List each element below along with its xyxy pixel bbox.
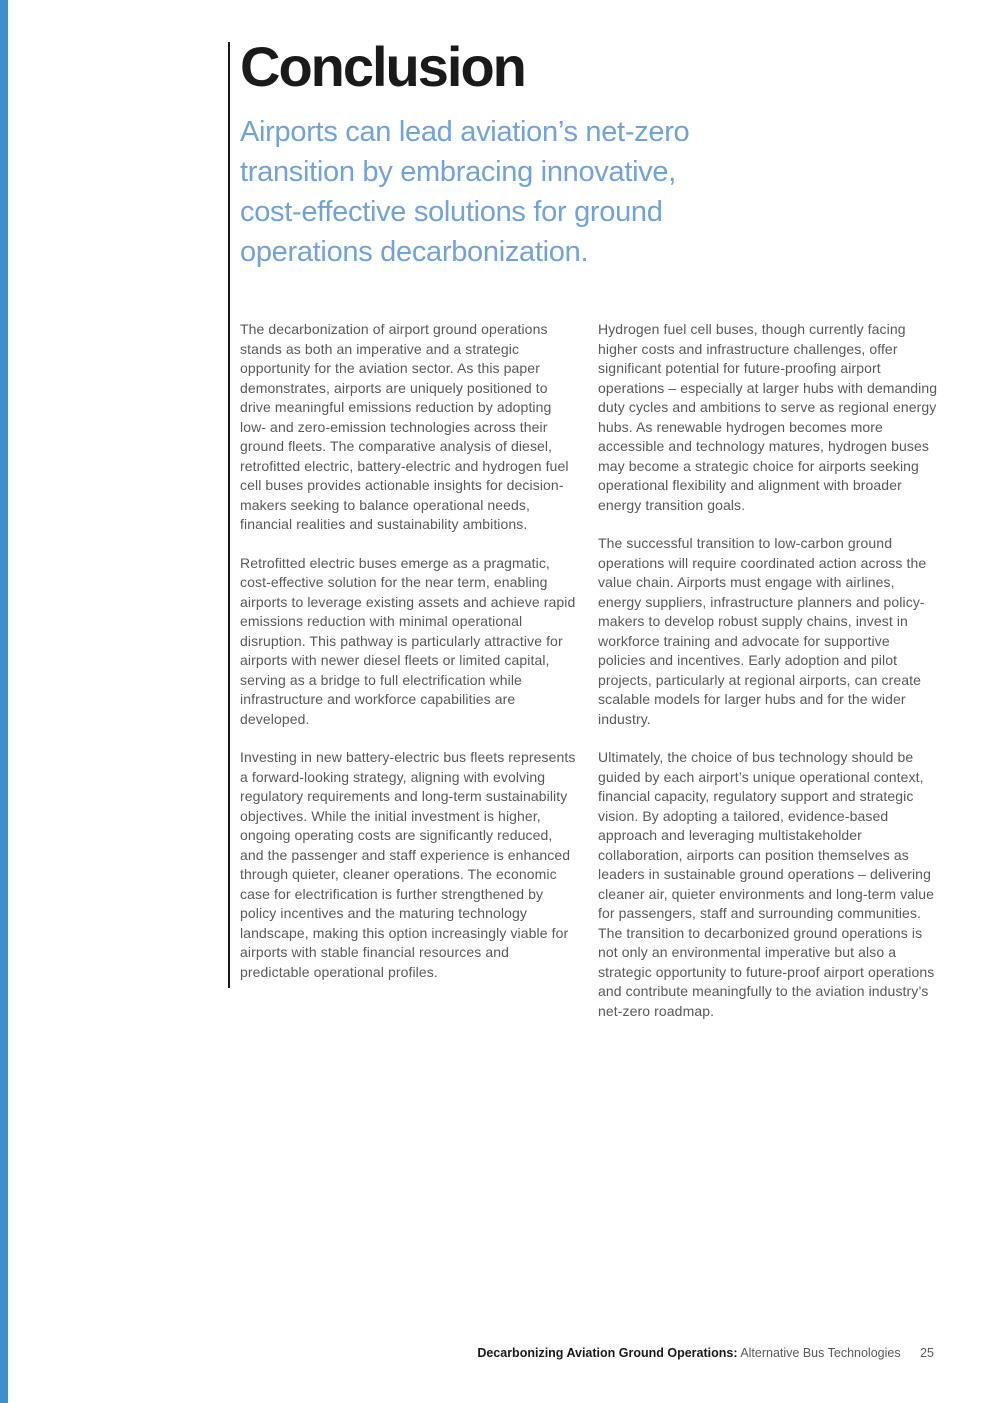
subtitle-line: transition by embracing innovative, <box>240 156 677 188</box>
body-paragraph: Retrofitted electric buses emerge as a pragmatic, cost-effective solution for the near term, enabling airports to leverage existing assets and achieve rapid emissions reduction with minimal operational disruption. This pathway is particularly attractive for airports with newer diesel fleets or limited capital, serving as a bridge to full electrification while infrastructure and workforce capabilities are developed. <box>240 554 576 727</box>
subtitle-line: operations decarbonization. <box>240 236 589 268</box>
body-paragraph: The successful transition to low-carbon ground operations will require coordinated action across the value chain. Airports must engage with airlines, energy suppliers, infrastructure planners and policy-makers to develop robust supply chains, invest in workforce training and advocate for supportive policies and incentives. Early adoption and pilot projects, particularly at regional airports, can create scalable models for larger hubs and for the wider industry. <box>598 535 927 727</box>
footer-page-number: 25 <box>920 1346 934 1360</box>
page-subtitle <box>240 112 689 272</box>
page-title: Conclusion <box>240 35 525 98</box>
body-paragraph: The decarbonization of airport ground operations stands as both an imperative and a strategic opportunity for the aviation sector. As this paper demonstrates, airports are uniquely positioned to drive meaningful emissions reduction by adopting low- and zero-emission technologies across their ground fleets. The comparative analysis of diesel, retrofitted electric, battery-electric and hydrogen fuel cell buses provides actionable insights for decision-makers seeking to balance operational needs, financial realities and sustainability ambitions. <box>240 321 569 532</box>
body-column-left <box>240 320 580 1001</box>
footer-doc-subtitle: Alternative Bus Technologies <box>740 1346 901 1360</box>
body-paragraph: Hydrogen fuel cell buses, though currently facing higher costs and infrastructure challenges, offer significant potential for future-proofing airport operations – especially at larger hubs with demanding duty cycles and ambitions to serve as regional energy hubs. As renewable hydrogen becomes more accessible and technology matures, hydrogen buses may become a strategic choice for airports seeking operational flexibility and alignment with broader energy transition goals. <box>598 321 938 513</box>
page-footer <box>477 1346 934 1361</box>
vertical-rule <box>228 42 230 988</box>
subtitle-line: cost-effective solutions for ground <box>240 196 663 228</box>
accent-strip <box>0 0 8 1403</box>
body-paragraph: Investing in new battery-electric bus fleets represents a forward-looking strategy, aligning with evolving regulatory requirements and long-term sustainability objectives. While the initial investment is higher, ongoing operating costs are significantly reduced, and the passenger and staff experience is enhanced through quieter, cleaner operations. The economic case for electrification is further strengthened by policy incentives and the maturing technology landscape, making this option increasingly viable for airports with stable financial resources and predictable operational profiles. <box>240 749 576 980</box>
subtitle-line: Airports can lead aviation’s net-zero <box>240 116 690 148</box>
body-paragraph: Ultimately, the choice of bus technology should be guided by each airport’s unique operational context, financial capacity, regulatory support and strategic vision. By adopting a tailored, evidence-based approach and leveraging multistakeholder collaboration, airports can position themselves as leaders in sustainable ground operations – delivering cleaner air, quieter environments and long-term value for passengers, staff and surrounding communities. The transition to decarbonized ground operations is not only an environmental imperative but also a strategic opportunity to future-proof airport operations and contribute meaningfully to the aviation industry’s net-zero roadmap. <box>598 749 935 1019</box>
body-column-right <box>598 320 938 1040</box>
footer-doc-title: Decarbonizing Aviation Ground Operations: <box>477 1346 738 1360</box>
